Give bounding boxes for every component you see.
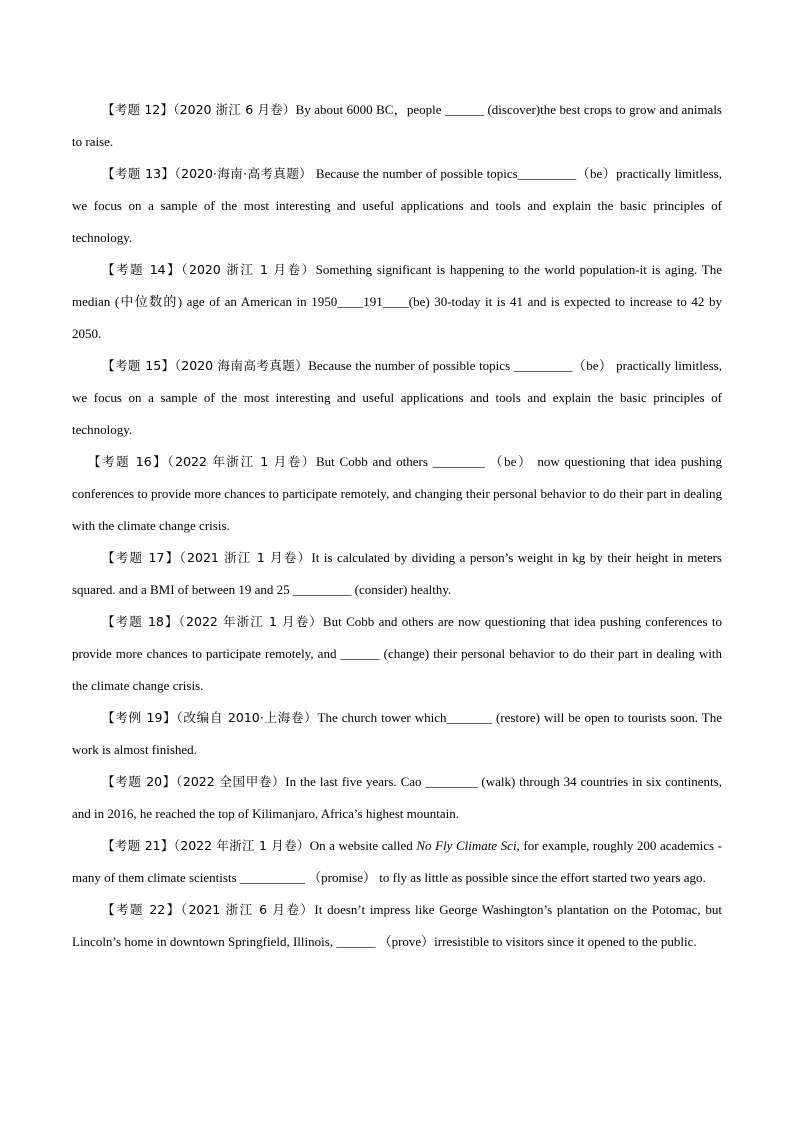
question-tag: 【考题 15】 [102, 358, 175, 373]
question-source: （改编自 2010·上海卷） [176, 710, 318, 725]
question-14 [72, 254, 722, 350]
question-tag: 【考题 17】 [102, 550, 180, 565]
question-source: （2020 浙江 6 月卷） [173, 102, 296, 117]
question-19 [72, 702, 722, 766]
question-tag: 【考例 19】 [102, 710, 177, 725]
question-15 [72, 350, 722, 446]
question-text-before: On a website called [309, 838, 417, 853]
question-text: By about 6000 BC，people ______ (discover)the best crops to grow and animals to raise. [72, 102, 722, 149]
question-source: （2020 海南高考真题） [174, 358, 309, 373]
question-source: （2021 浙江 1 月卷） [179, 550, 312, 565]
question-tag: 【考题 13】 [102, 166, 175, 181]
question-text-after: , for example, roughly 200 academics - many of them climate scientists __________ （promise） to fly as little as possible since the effort started two years ago. [72, 838, 722, 885]
question-13 [72, 158, 722, 254]
question-20 [72, 766, 722, 830]
question-text-after: (be) 30-today it is 41 and is expected to increase to 42 by 2050. [72, 294, 722, 341]
question-text: The church tower which_______ (restore) will be open to tourists soon. The work is almost finished. [72, 710, 722, 757]
question-16 [72, 446, 722, 542]
question-tag: 【考题 16】 [88, 454, 168, 469]
question-text: Because the number of possible topics_________（be）practically limitless, we focus on a sample of the most interesting and useful applications and tools and explain the basic principles of technology. [72, 166, 722, 245]
question-source: （2020·海南·高考真题） [174, 166, 313, 181]
question-tag: 【考题 22】 [102, 902, 181, 917]
question-tag: 【考题 20】 [102, 774, 176, 789]
question-12 [72, 94, 722, 158]
question-source: （2022 年浙江 1 月卷） [173, 838, 310, 853]
question-source: （2021 浙江 6 月卷） [180, 902, 315, 917]
question-tag: 【考题 14】 [102, 262, 182, 277]
question-22 [72, 894, 722, 958]
website-name: No Fly Climate Sci [416, 838, 517, 853]
question-text: But Cobb and others ________ （be） now questioning that idea pushing conferences to provide more chances to participate remotely, and changing their personal behavior to do their part in dealing with the climate change crisis. [72, 454, 722, 533]
question-tag: 【考题 21】 [102, 838, 174, 853]
question-source: （2022 全国甲卷） [175, 774, 286, 789]
question-list [72, 94, 722, 958]
question-text: But Cobb and others are now questioning that idea pushing conferences to provide more chances to participate remotely, and ______ (change) their personal behavior to do their part in dealing with the climate change crisis. [72, 614, 722, 693]
question-text: In the last five years. Cao ________ (walk) through 34 countries in six continents, and in 2016, he reached the top of Kilimanjaro, Africa’s highest mountain. [72, 774, 722, 821]
question-source: （2022 年浙江 1 月卷） [178, 614, 323, 629]
question-source: （2020 浙江 1 月卷） [181, 262, 316, 277]
question-18 [72, 606, 722, 702]
question-17 [72, 542, 722, 606]
question-tag: 【考题 12】 [102, 102, 174, 117]
filled-answer: ____191____ [337, 294, 409, 309]
question-text: It doesn’t impress like George Washington’s plantation on the Potomac, but Lincoln’s home in downtown Springfield, Illinois, ______ （prove）irresistible to visitors since it opened to the public. [72, 902, 722, 949]
question-text: It is calculated by dividing a person’s weight in kg by their height in meters squared. and a BMI of between 19 and 25 _________ (consider) healthy. [72, 550, 722, 597]
question-tag: 【考题 18】 [102, 614, 179, 629]
question-text: Because the number of possible topics _________（be） practically limitless, we focus on a sample of the most interesting and useful applications and tools and explain the basic principles of technology. [72, 358, 722, 437]
question-source: （2022 年浙江 1 月卷） [167, 454, 316, 469]
question-21 [72, 830, 722, 894]
question-text-before: Something significant is happening to the world population-it is aging. The median (中位数的) age of an American in 1950 [72, 262, 722, 309]
